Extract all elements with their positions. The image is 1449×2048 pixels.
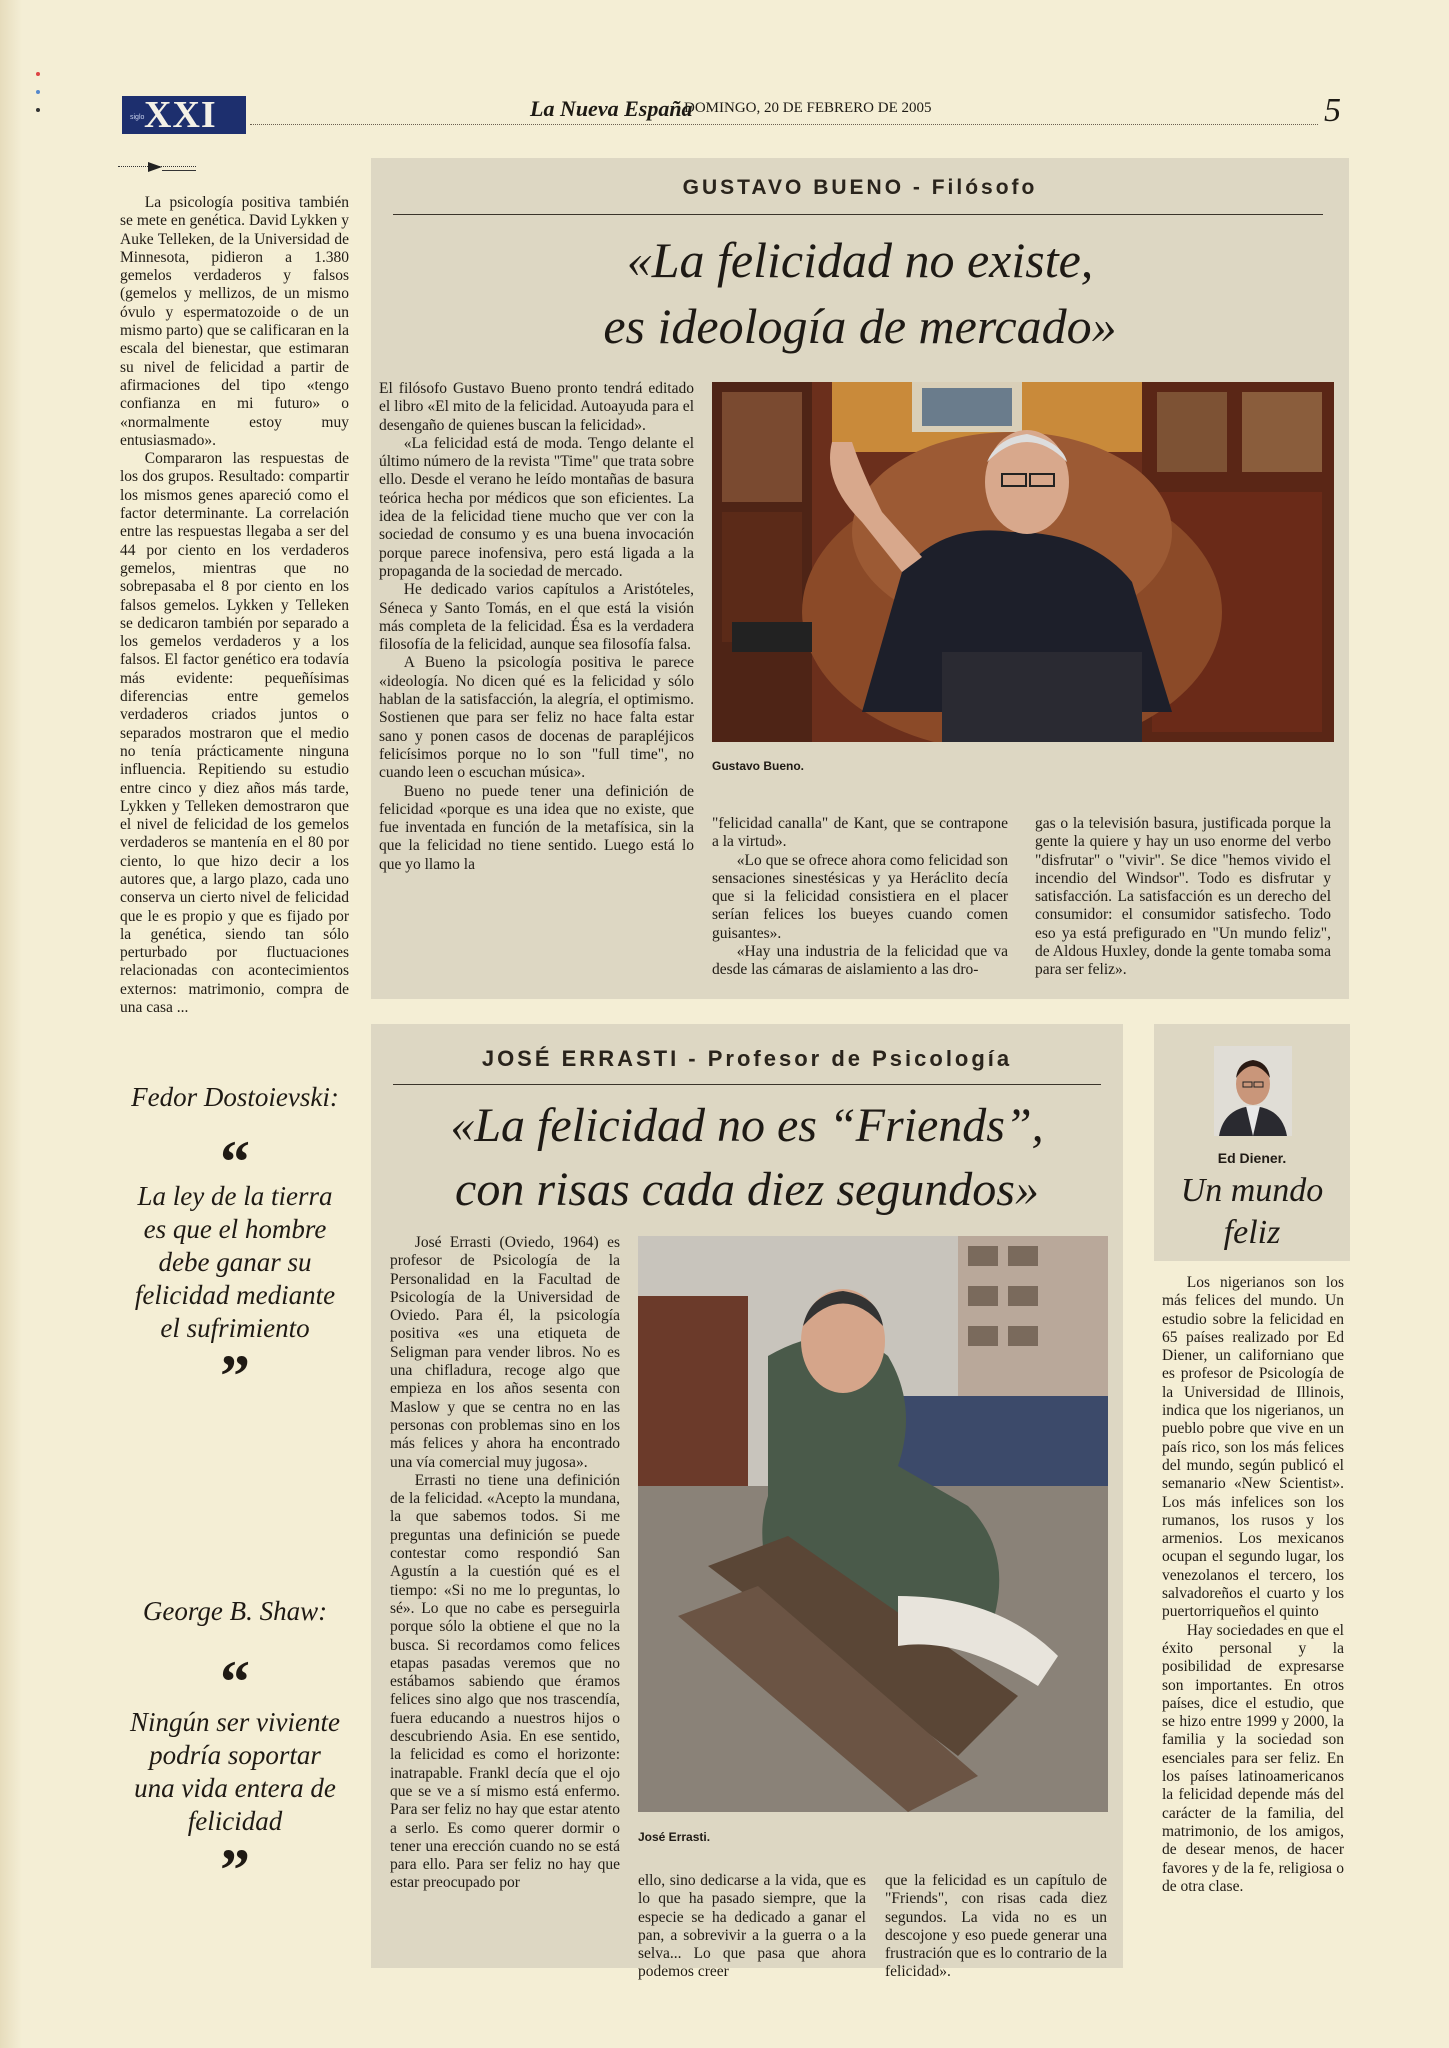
errasti-kicker: JOSÉ ERRASTI - Profesor de Psicología: [481, 1046, 1013, 1071]
errasti-kicker-rule: [393, 1084, 1101, 1085]
errasti-col2-paragraph-1: ello, sino dedicarse a la vida, que es lo que ha pasado siempre, que la especie se ha dedicado a ganar el pan, a sobrevivir a la guerra o a la selva... Lo que pasa que ahora podemos creer: [638, 1872, 866, 1981]
diener-caption: Ed Diener.: [1217, 1150, 1287, 1166]
left-paragraph-2: Compararon las respuestas de los dos grupos. Resultado: compartir los mismos genes apareció como el factor determinante. La correlación entre las respuestas llegaba a ser del 44 por ciento en los verdaderos gemelos, mientras que no sobrepasaba el 8 por ciento en los falsos gemelos. Lykken y Telleken se dedicaron también por separado a los gemelos verdaderos y a los falsos. El factor genético era todavía más evidente: pequeñísimas diferencias entre gemelos verdaderos criados juntos o separados mostraron que el medio no tenía prácticamente ninguna influencia. Repitiendo su estudio entre cinco y diez años más tarde, Lykken y Telleken demostraron que el nivel de felicidad de los gemelos verdaderos se mantenía en el 80 por ciento, lo que hizo decir a los autores que, a largo plazo, cada uno conserva un cierto nivel de felicidad que le es propio y que es fijado por la genética, siendo tan sólo perturbado por fluctuaciones relacionadas con acontecimientos externos: matrimonio, compra de una casa ...: [120, 450, 349, 1017]
errasti-headline-line2: con risas cada diez segundos»: [455, 1163, 1039, 1216]
quote2-text: Ningún ser viviente podría soportar una vida entera de felicidad: [130, 1707, 340, 1836]
bueno-photo-illustration: [712, 382, 1334, 742]
color-register-marks: [36, 72, 42, 142]
bueno-kicker-rule: [393, 214, 1323, 215]
bueno-paragraph-5: Bueno no puede tener una definición de felicidad «porque es una idea que no existe, que fue inventada en función de la metafísica, sin la que la felicidad no tiene sentido. Luego está lo que yo llamo la: [379, 782, 694, 873]
errasti-photo-illustration: [638, 1236, 1108, 1812]
bueno-col2-paragraph-2: «Lo que se ofrece ahora como felicidad son sensaciones sinestésicas y ya Heráclito decía que si la felicidad consistiera en el placer serían felices los bueyes cuando comen guisantes».: [712, 851, 1008, 942]
section-logo-small: siglo: [130, 114, 145, 121]
diener-sidebar: [1154, 1024, 1350, 1968]
errasti-column-3: [885, 1872, 1107, 1982]
bueno-paragraph-3: He dedicado varios capítulos a Aristóteles, Séneca y Santo Tomás, en el que está la visión más completa de la felicidad. Ésa es la verdadera filosofía de la felicidad, aunque sea filosofía falsa.: [379, 581, 694, 654]
bueno-photo-caption: Gustavo Bueno.: [712, 759, 805, 773]
header-rule: [250, 124, 1318, 125]
diener-title-line1: Un mundo: [1180, 1172, 1324, 1209]
quote2-open-mark: “: [220, 1649, 250, 1715]
bueno-headline-line1: «La felicidad no existe,: [626, 232, 1094, 288]
quote1-author: Fedor Dostoievski:: [131, 1082, 339, 1112]
continuation-arrow-icon: [118, 162, 196, 172]
section-logo-text: XXI: [144, 94, 217, 136]
errasti-paragraph-2: Errasti no tiene una definición de la felicidad. «Acepto la mundana, la que sabemos todos. Si me preguntas una definición se puede contestar como respondió San Agustín a la cuestión qué es el tiempo: «Si no me lo preguntas, lo sé». Lo que no cabe es perseguirla porque sólo la obtiene el que no la busca. Si recordamos como felices etapas pasadas veremos que no estábamos sabiendo que éramos felices sino algo que nos trascendía, fuera educando a nuestros hijos o descubriendo Asia. En ese sentido, la felicidad es como el horizonte: inatrapable. Frankl decía que el ojo que se ve a sí mismo está enfermo. Para ser feliz no hay que estar atento a serlo. Es como querer dormir o tener una erección cuando no se está para ello. Para ser feliz no hay que estar preocupado por: [390, 1471, 620, 1892]
errasti-paragraph-1: José Errasti (Oviedo, 1964) es profesor de Psicología de la Personalidad en la Facultad de Psicología de la Universidad de Oviedo. Para él, la psicología positiva «es una etiqueta de Seligman para vender libros. No es una chifladura, recoge algo que empieza en los años sesenta con Maslow y que se centra no en las personas con problemas sino en los más felices y ahora ha encontrado una vía comercial muy jugosa».: [390, 1234, 620, 1471]
bueno-column-2: [712, 815, 1008, 980]
bueno-photo: [712, 382, 1334, 742]
errasti-photo-caption: José Errasti.: [638, 1830, 711, 1844]
page-left-edge: [0, 0, 22, 2048]
quote2-author: George B. Shaw:: [142, 1596, 328, 1626]
diener-title-line2: feliz: [1223, 1214, 1281, 1251]
quote1-text: La ley de la tierra es que el hombre debe ganar su felicidad mediante el sufrimiento: [134, 1181, 336, 1343]
bueno-column-3: [1035, 815, 1331, 980]
bueno-column-1: [379, 380, 694, 874]
quote1-open-mark: “: [220, 1129, 250, 1195]
bueno-col3-paragraph-1: gas o la televisión basura, justificada porque la gente la quiere y hay un uso enorme del verbo "disfrutar" o "vivir". Se dice "hemos vivido el incendio del Windsor". Todo es disfrutar y satisfacción. La satisfacción es un derecho del consumidor: el consumidor satisfecho. Todo eso ya está prefigurado en "Un mundo feliz", de Aldous Huxley, donde la gente tomaba soma para ser feliz».: [1035, 815, 1331, 979]
bueno-col2-paragraph-1: "felicidad canalla" de Kant, que se contrapone a la virtud».: [712, 815, 1008, 851]
bueno-col2-paragraph-3: «Hay una industria de la felicidad que va desde las cámaras de aislamiento a las dro-: [712, 943, 1008, 979]
bueno-article-box: [371, 158, 1349, 999]
diener-paragraph-2: Hay sociedades en que el éxito personal y la posibilidad de expresarse son importantes. En otros países, dice el estudio, que se hizo entre 1999 y 2000, la familia y la sociedad son esenciales para ser feliz. En los países latinoamericanos la felicidad depende más del carácter de la familia, del matrimonio, de los amigos, de desear menos, de hacer favores y de la fe, religiosa o de otra clase.: [1162, 1621, 1344, 1895]
diener-portrait: [1214, 1046, 1292, 1136]
diener-paragraph-1: Los nigerianos son los más felices del mundo. Un estudio sobre la felicidad en 65 países realizado por Ed Diener, un californiano que es profesor de Psicología de la Universidad de Illinois, indica que los nigerianos, un pueblo pobre que vive en un país rico, son los más felices del mundo, según publicó el semanario «New Scientist». Los más infelices son los rumanos, los rusos y los armenios. Los mexicanos ocupan el segundo lugar, los venezolanos el tercero, los salvadoreños el cuarto y los puertorriqueños el quinto: [1162, 1274, 1344, 1621]
bueno-paragraph-4: A Bueno la psicología positiva le parece «ideología. No dicen qué es la felicidad y sólo hablan de la satisfacción, la alegría, el optimismo. Sostienen que para ser feliz no hace falta estar sano y ponen casos de docenas de parapléjicos felicísimos porque no lo son "full time", no cuando leen o escuchan música».: [379, 654, 694, 782]
errasti-photo: [638, 1236, 1108, 1812]
errasti-headline-line1: «La felicidad no es “Friends”,: [450, 1099, 1044, 1152]
issue-date: DOMINGO, 20 DE FEBRERO DE 2005: [684, 100, 932, 116]
bueno-paragraph-1: El filósofo Gustavo Bueno pronto tendrá editado el libro «El mito de la felicidad. Autoayuda para el desengaño de quienes buscan la felicidad».: [379, 380, 694, 434]
bueno-kicker: GUSTAVO BUENO - Filósofo: [682, 176, 1038, 199]
left-column-article: [120, 194, 349, 1017]
quote2-close-mark: ”: [220, 1837, 250, 1903]
errasti-column-2: [638, 1872, 866, 1982]
section-logo: [122, 96, 246, 134]
diener-article: [1162, 1274, 1344, 1896]
paper-name: La Nueva España: [530, 96, 693, 121]
bueno-paragraph-2: «La felicidad está de moda. Tengo delante el último número de la revista "Time" que trata sobre ello. Desde el verano he leído montañas de basura teórica hecha por médicos que son eficientes. La idea de la felicidad tiene mucho que ver con la sociedad de consumo y es una buena invocación porque parece inofensiva, pero está ligada a la propaganda de la sociedad de mercado.: [379, 434, 694, 580]
errasti-article-box: [371, 1024, 1123, 1981]
bueno-headline-line2: es ideología de mercado»: [603, 298, 1117, 354]
diener-portrait-illustration: [1214, 1046, 1292, 1136]
left-paragraph-1: La psicología positiva también se mete en genética. David Lykken y Auke Telleken, de la Universidad de Minnesota, pidieron a 1.380 gemelos verdaderos y falsos (gemelos y mellizos, de un mismo óvulo y espermatozoide o de un mismo parto) que se calificaran en la escala del bienestar, que estimaran su nivel de felicidad a partir de afirmaciones del tipo «tengo confianza en mi futuro» o «normalmente estoy muy entusiasmado».: [120, 194, 349, 449]
errasti-column-1: [390, 1234, 620, 1893]
page-number: 5: [1324, 92, 1341, 129]
errasti-col3-paragraph-1: que la felicidad es un capítulo de "Friends", con risas cada diez segundos. La vida no es un descojone y eso puede generar una frustración que es lo contrario de la felicidad».: [885, 1872, 1107, 1981]
quote1-close-mark: ”: [220, 1343, 250, 1409]
